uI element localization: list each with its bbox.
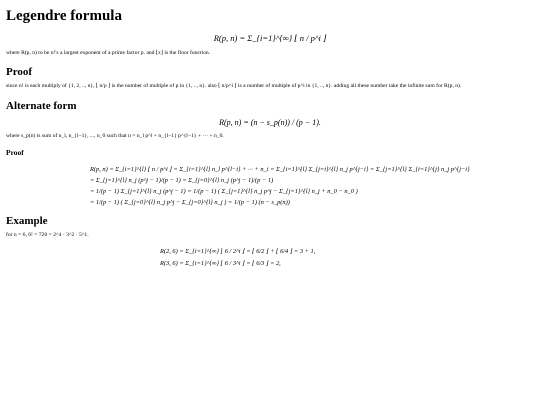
proof2-heading: Proof — [6, 147, 24, 157]
proof2-line-1: R(p, n) = Σ_{i=1}^{l} ⌊ n / p^i ⌋ = Σ_{i=1}^{l} n_l p^{l−i} + ··· + n_i = Σ_{i=1}^{l} Σ_{j=i}^{l} n_j p^{j−i} = Σ_{j=1}^{l} Σ_{i=1}^{j} n_j p^{j−i} — [90, 165, 470, 173]
example-line-2: R(3, 6) = Σ_{i=1}^{∞} ⌊ 6 / 3^i ⌋ = ⌊ 6/3 ⌋ = 2, — [160, 260, 281, 268]
example-text: for n = 6, 6! = 720 = 2^4 · 3^2 · 5^1. — [6, 231, 89, 238]
example-heading: Example — [6, 214, 48, 227]
alternate-form-heading: Alternate form — [6, 99, 77, 112]
proof2-line-2: = Σ_{j=1}^{l} n_j (p^j − 1)/(p − 1) = Σ_{j=0}^{l} n_j (p^j − 1)/(p − 1) — [90, 176, 274, 184]
proof2-line-4: = 1/(p − 1) ( Σ_{j=0}^{l} n_j p^j − Σ_{j=0}^{l} n_j ) = 1/(p − 1) (n − s_p(n)) — [90, 198, 290, 206]
example-derivation — [160, 247, 380, 267]
example-line-1: R(2, 6) = Σ_{i=1}^{∞} ⌊ 6 / 2^i ⌋ = ⌊ 6/2 ⌋ + ⌊ 6/4 ⌋ = 3 + 1, — [160, 248, 316, 256]
proof-text: since n! is each multiply of {1, 2, .., n}, ⌊ n/p ⌋ is the number of multiple of p in {1, .., n}. also ⌊ n/p^i ⌋ is a number of multiple of p^i in {1, .., n}. adding all these number take the infinite sum for R(p, n). — [6, 83, 462, 90]
main-formula: R(p, n) = Σ_{i=1}^{∞} ⌊ n / p^i ⌋ — [213, 33, 327, 43]
where-text: where R(p, n) to be n!'s a largest exponent of a prime factor p. and ⌊x⌋ is the floor function. — [6, 50, 211, 56]
alternate-where-text: where s_p(n) is sum of n_l, n_{l−1}, ..., n_0 such that n = n_l p^l + n_{l−1} p^{l−1} + ··· + n_0. — [6, 132, 224, 139]
proof-heading: Proof — [6, 66, 33, 79]
alternate-formula: R(p, n) = (n − s_p(n)) / (p − 1). — [219, 117, 321, 127]
proof2-line-3: = 1/(p − 1) Σ_{j=1}^{l} n_j (p^j − 1) = 1/(p − 1) ( Σ_{j=1}^{l} n_j p^j − Σ_{j=1}^{l} n_j + n_0 − n_0 ) — [90, 187, 358, 195]
page-title: Legendre formula — [6, 8, 122, 24]
proof2-derivation — [90, 165, 470, 206]
